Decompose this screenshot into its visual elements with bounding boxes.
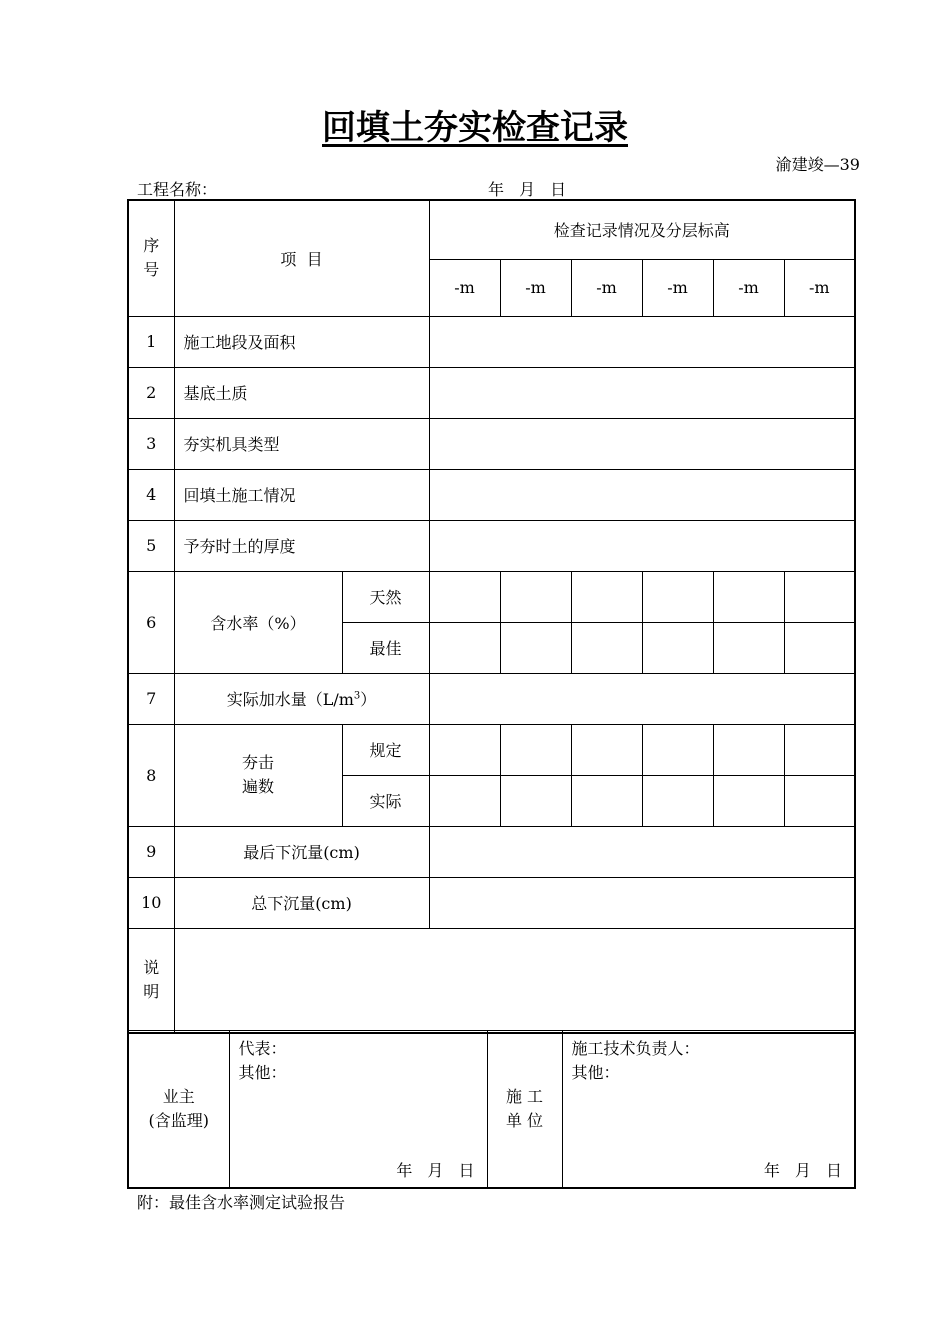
record-cell[interactable]	[429, 418, 855, 469]
item-header: 项 目	[174, 200, 429, 316]
table-row	[128, 571, 855, 622]
form-code: 渝建竣—39	[775, 155, 860, 174]
row-number: 4	[128, 469, 174, 520]
owner-representative-label: 代表：	[238, 1039, 287, 1058]
row-number: 7	[128, 673, 174, 724]
row-label: 含水率（%）	[174, 571, 342, 673]
record-cell[interactable]	[642, 571, 713, 622]
record-cell[interactable]	[429, 316, 855, 367]
row-label: 予夯时土的厚度	[174, 520, 429, 571]
record-cell[interactable]	[571, 724, 642, 775]
row-label: 基底土质	[174, 367, 429, 418]
record-cell[interactable]	[784, 724, 855, 775]
row-label: 最后下沉量(cm)	[174, 826, 429, 877]
table-row	[128, 469, 855, 520]
record-cell[interactable]	[784, 775, 855, 826]
level-header: -m	[429, 259, 500, 316]
inspection-table	[127, 199, 856, 1034]
page-title: 回填土夯实检查记录	[322, 108, 628, 148]
record-cell[interactable]	[784, 571, 855, 622]
signature-table	[127, 1030, 856, 1189]
row-number: 9	[128, 826, 174, 877]
table-row	[128, 520, 855, 571]
record-cell[interactable]	[429, 775, 500, 826]
sub-label: 规定	[342, 724, 429, 775]
sub-label: 实际	[342, 775, 429, 826]
row-number: 6	[128, 571, 174, 673]
record-cell[interactable]	[429, 469, 855, 520]
table-row	[128, 724, 855, 775]
record-cell[interactable]	[429, 571, 500, 622]
level-header: -m	[571, 259, 642, 316]
footnote: 附：最佳含水率测定试验报告	[137, 1193, 346, 1212]
record-cell[interactable]	[571, 775, 642, 826]
row-label: 总下沉量(cm)	[174, 877, 429, 928]
record-cell[interactable]	[429, 724, 500, 775]
remark-cell[interactable]	[174, 928, 855, 1033]
record-cell[interactable]	[571, 622, 642, 673]
sub-label: 最佳	[342, 622, 429, 673]
sub-label: 天然	[342, 571, 429, 622]
record-cell[interactable]	[500, 724, 571, 775]
level-header: -m	[713, 259, 784, 316]
table-row	[128, 877, 855, 928]
record-cell[interactable]	[429, 520, 855, 571]
row-label: 施工地段及面积	[174, 316, 429, 367]
row-number: 8	[128, 724, 174, 826]
record-cell[interactable]	[429, 673, 855, 724]
row-number: 5	[128, 520, 174, 571]
record-cell[interactable]	[713, 622, 784, 673]
row-number: 3	[128, 418, 174, 469]
contractor-date: 年 月 日	[763, 1161, 844, 1180]
row-label: 夯实机具类型	[174, 418, 429, 469]
date-label: 年 月 日	[488, 180, 569, 199]
record-cell[interactable]	[500, 622, 571, 673]
contractor-label: 施 工 单 位	[487, 1031, 562, 1189]
level-header: -m	[642, 259, 713, 316]
row-number: 1	[128, 316, 174, 367]
record-cell[interactable]	[500, 571, 571, 622]
table-row	[128, 418, 855, 469]
record-cell[interactable]	[642, 775, 713, 826]
contractor-signature-cell[interactable]	[562, 1031, 855, 1189]
record-cell[interactable]	[429, 367, 855, 418]
row-label: 回填土施工情况	[174, 469, 429, 520]
record-cell[interactable]	[642, 724, 713, 775]
table-row	[128, 826, 855, 877]
owner-other-label: 其他：	[238, 1063, 287, 1082]
level-header: -m	[784, 259, 855, 316]
record-cell[interactable]	[571, 571, 642, 622]
contractor-other-label: 其他：	[571, 1063, 620, 1082]
row-label: 夯击 遍数	[174, 724, 342, 826]
record-cell[interactable]	[713, 571, 784, 622]
record-cell[interactable]	[429, 877, 855, 928]
record-cell[interactable]	[500, 775, 571, 826]
table-row	[128, 673, 855, 724]
level-header: -m	[500, 259, 571, 316]
row-number: 2	[128, 367, 174, 418]
record-cell[interactable]	[784, 622, 855, 673]
project-name-label: 工程名称：	[137, 180, 218, 199]
remark-row	[128, 928, 855, 1033]
record-cell[interactable]	[429, 622, 500, 673]
owner-date: 年 月 日	[396, 1161, 477, 1180]
table-row	[128, 316, 855, 367]
record-cell[interactable]	[642, 622, 713, 673]
row-number: 10	[128, 877, 174, 928]
row-label: 实际加水量$(L/m^3)$	[174, 673, 429, 724]
owner-signature-cell[interactable]	[229, 1031, 487, 1189]
owner-label: 业主 (含监理)	[128, 1031, 229, 1189]
seq-header: 序 号	[128, 200, 174, 316]
remark-label: 说 明	[128, 928, 174, 1033]
records-header: 检查记录情况及分层标高	[429, 200, 855, 259]
record-cell[interactable]	[713, 724, 784, 775]
technical-lead-label: 施工技术负责人：	[571, 1039, 700, 1058]
table-row	[128, 367, 855, 418]
record-cell[interactable]	[713, 775, 784, 826]
record-cell[interactable]	[429, 826, 855, 877]
